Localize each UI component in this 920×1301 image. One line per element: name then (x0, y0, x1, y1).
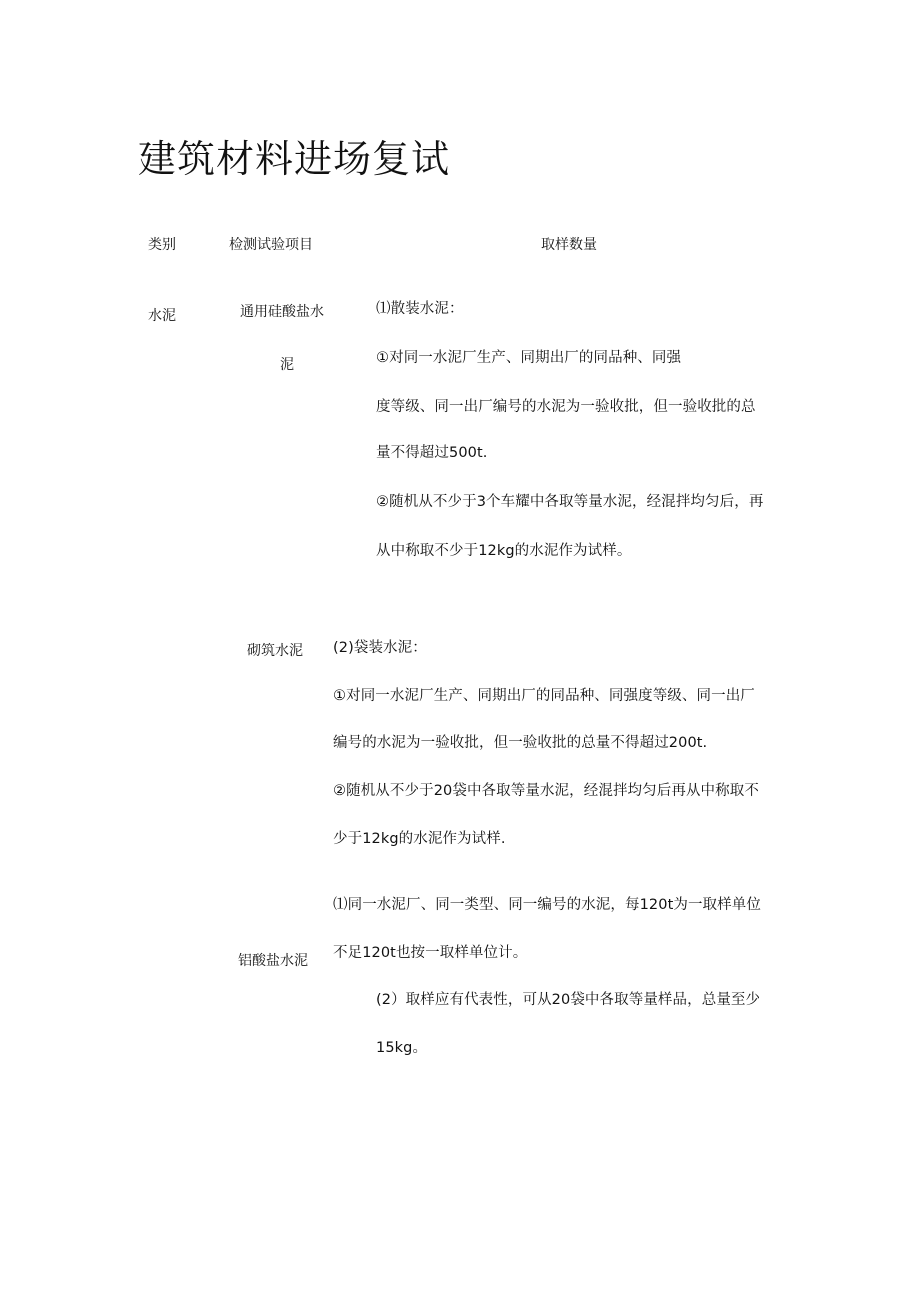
page-title: 建筑材料进场复试 (138, 137, 451, 181)
aluminate-line: ⑴同一水泥厂、同一类型、同一编号的水泥，每120t为一取样单位 (333, 897, 761, 913)
common-line: ②随机从不少于3个车耀中各取等量水泥，经混拌均匀后，再 (376, 494, 764, 510)
masonry-line: 少于12kg的水泥作为试样. (333, 831, 506, 847)
header-sampling-quantity: 取样数量 (541, 237, 597, 253)
item-masonry-cement: 砌筑水泥 (247, 643, 303, 659)
item-common-portland-line2: 泥 (280, 357, 294, 373)
aluminate-line: 15kg。 (376, 1040, 428, 1056)
category-cement: 水泥 (148, 308, 176, 324)
masonry-line: (2)袋装水泥： (333, 640, 427, 656)
header-category: 类别 (148, 237, 176, 253)
header-test-item: 检测试验项目 (229, 237, 313, 253)
masonry-line: ②随机从不少于20袋中各取等量水泥，经混拌均匀后再从中称取不 (333, 783, 759, 799)
aluminate-line: (2）取样应有代表性，可从20袋中各取等量样品，总量至少 (376, 992, 761, 1008)
common-line: ⑴散装水泥： (376, 301, 464, 317)
common-line: ①对同一水泥厂生产、同期出厂的同品种、同强 (376, 350, 682, 366)
item-aluminate-cement: 铝酸盐水泥 (238, 953, 308, 969)
common-line: 量不得超过500t. (376, 445, 488, 461)
aluminate-line: 不足120t也按一取样单位计。 (333, 945, 528, 961)
common-line: 度等级、同一出厂编号的水泥为一验收批，但一验收批的总 (376, 399, 756, 415)
masonry-line: ①对同一水泥厂生产、同期出厂的同品种、同强度等级、同一出厂 (333, 688, 755, 704)
masonry-line: 编号的水泥为一验收批，但一验收批的总量不得超过200t. (333, 735, 708, 751)
common-line: 从中称取不少于12kg的水泥作为试样。 (376, 543, 632, 559)
item-common-portland-line1: 通用硅酸盐水 (240, 304, 324, 320)
